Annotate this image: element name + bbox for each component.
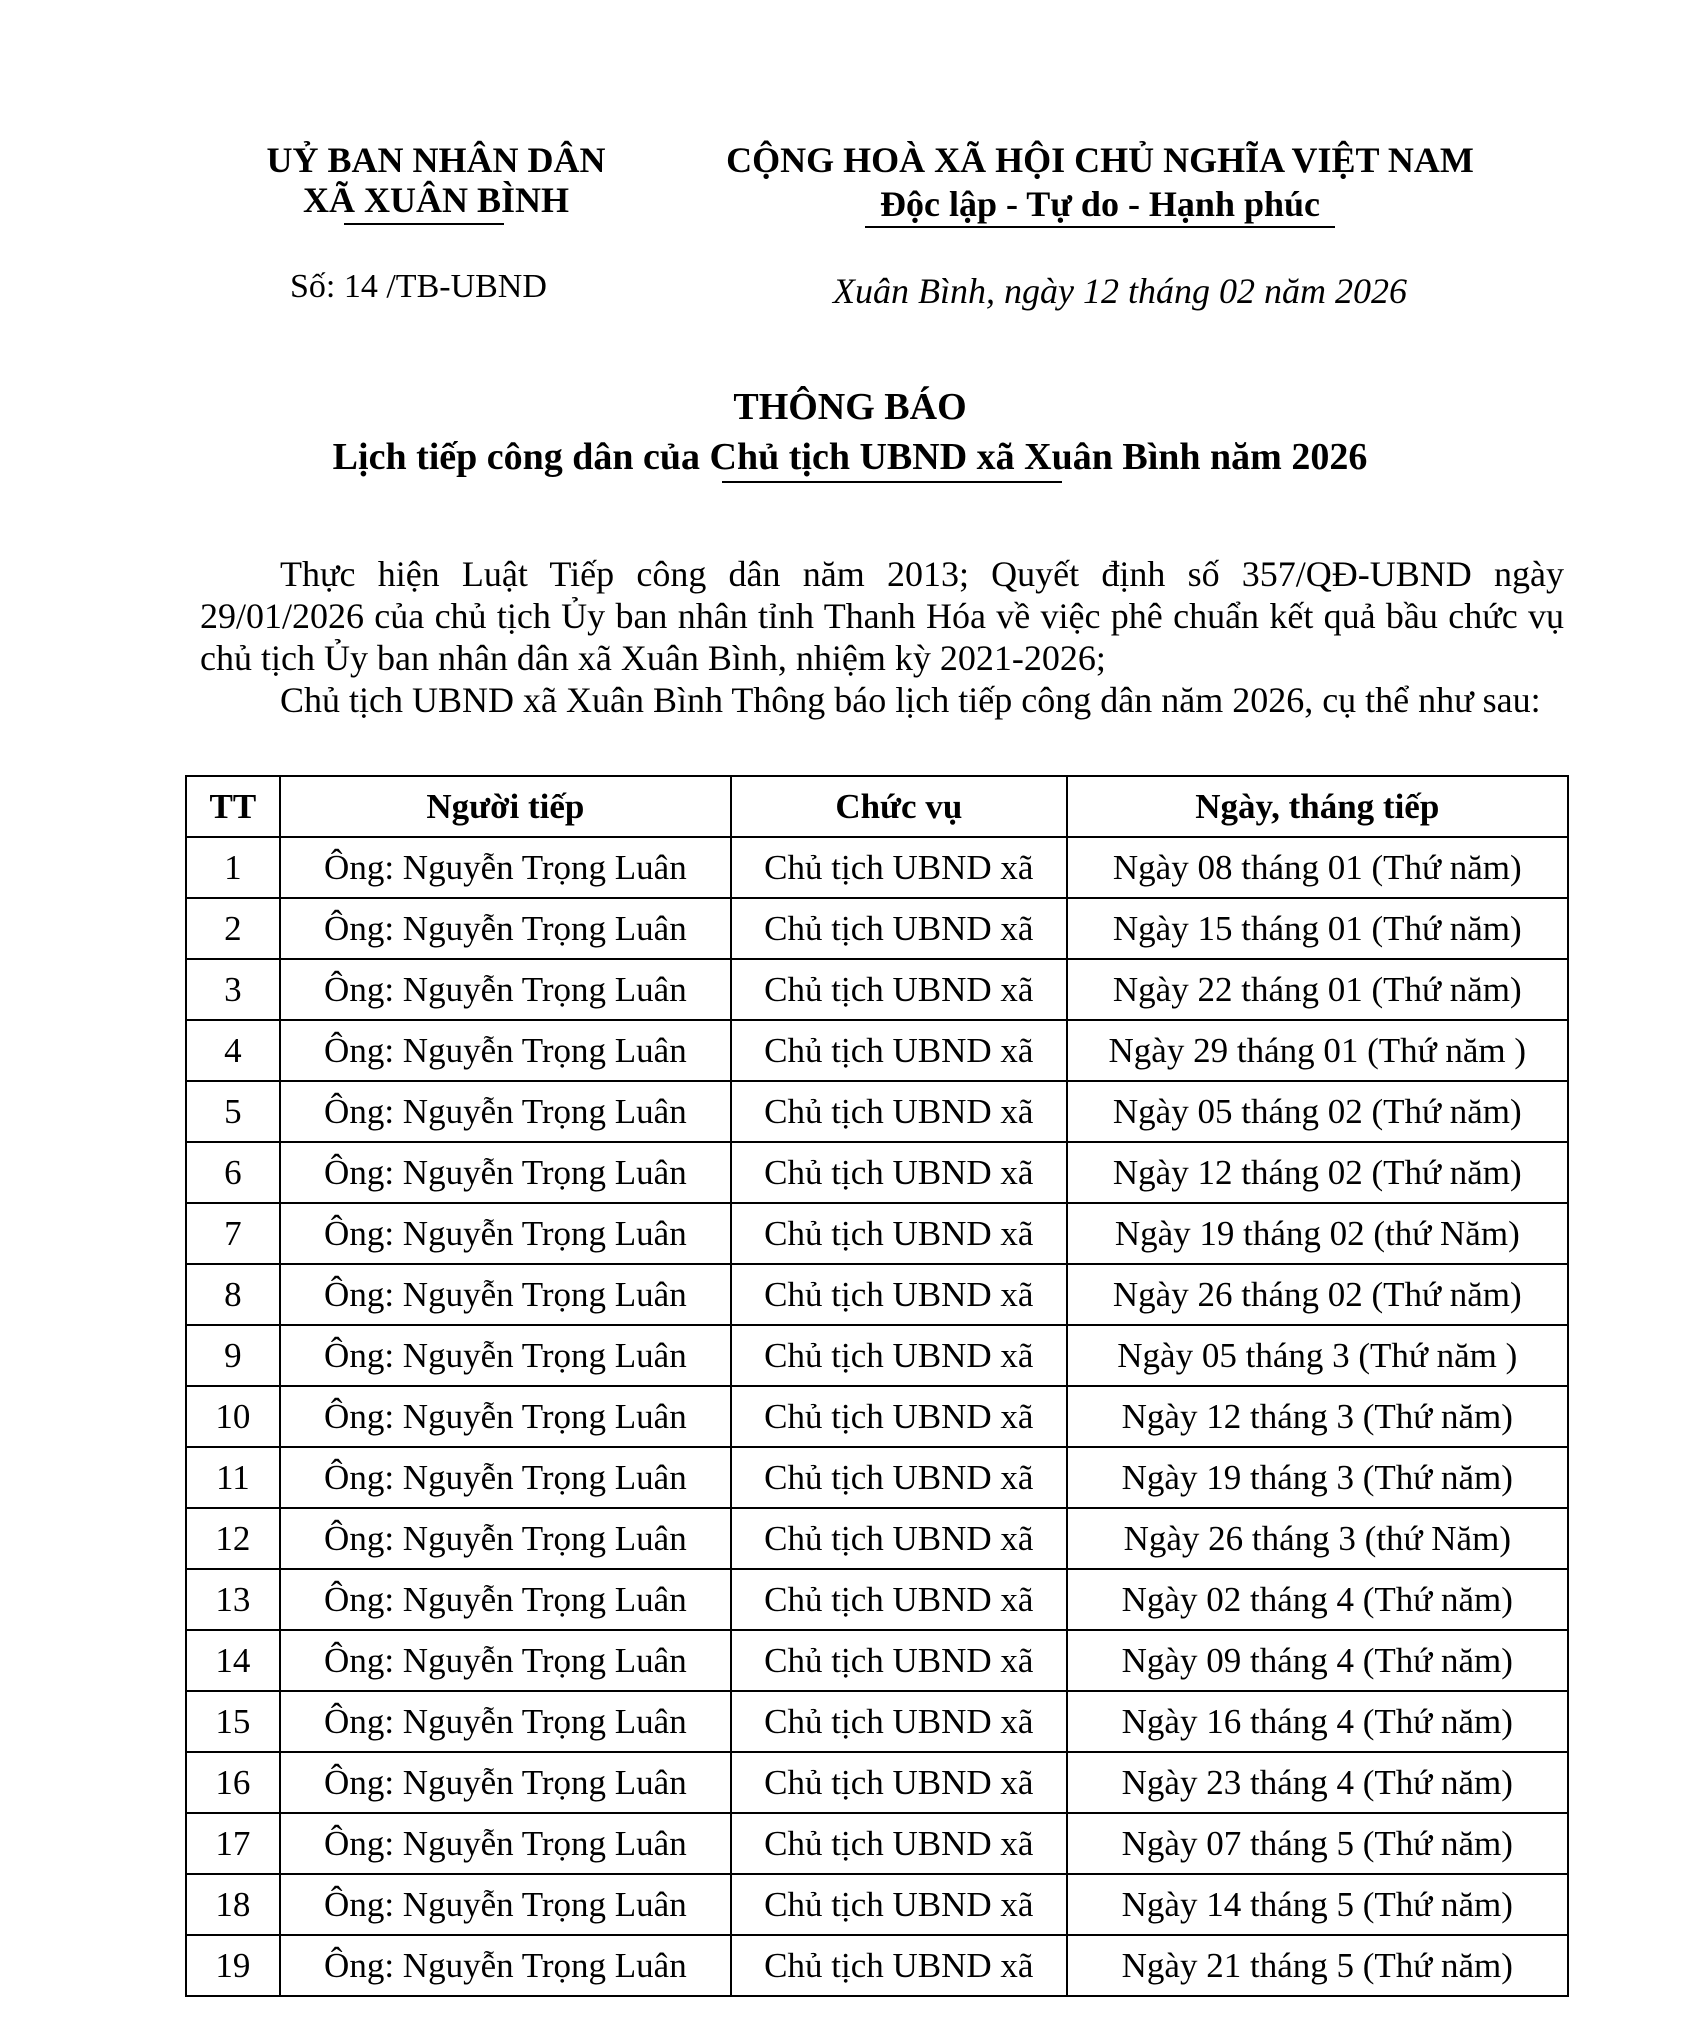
table-row	[186, 1508, 1568, 1569]
agency-name-line2: XÃ XUÂN BÌNH	[302, 180, 569, 220]
cell-date: Ngày 29 tháng 01 (Thứ năm )	[1067, 1020, 1568, 1081]
cell-tt: 5	[186, 1081, 280, 1142]
intro-paragraph: Thực hiện Luật Tiếp công dân năm 2013; Quyết định số 357/QĐ-UBND ngày 29/01/2026 của chủ tịch Ủy ban nhân tỉnh Thanh Hóa về việc phê chuẩn kết quả bầu chức vụ chủ tịch Ủy ban nhân dân xã Xuân Bình, nhiệm kỳ 2021-2026;	[200, 554, 1564, 678]
cell-date: Ngày 05 tháng 02 (Thứ năm)	[1067, 1081, 1568, 1142]
cell-date: Ngày 22 tháng 01 (Thứ năm)	[1067, 959, 1568, 1020]
cell-date: Ngày 12 tháng 02 (Thứ năm)	[1067, 1142, 1568, 1203]
cell-date: Ngày 14 tháng 5 (Thứ năm)	[1067, 1874, 1568, 1935]
cell-tt: 14	[186, 1630, 280, 1691]
cell-position: Chủ tịch UBND xã	[731, 1630, 1067, 1691]
table-row	[186, 1142, 1568, 1203]
cell-position: Chủ tịch UBND xã	[731, 1142, 1067, 1203]
cell-date: Ngày 08 tháng 01 (Thứ năm)	[1067, 837, 1568, 898]
table-row	[186, 1935, 1568, 1996]
table-row	[186, 1752, 1568, 1813]
table-row	[186, 1569, 1568, 1630]
cell-position: Chủ tịch UBND xã	[731, 1569, 1067, 1630]
table-row	[186, 1325, 1568, 1386]
cell-tt: 10	[186, 1386, 280, 1447]
cell-tt: 2	[186, 898, 280, 959]
cell-person: Ông: Nguyễn Trọng Luân	[280, 1874, 731, 1935]
header-position: Chức vụ	[731, 776, 1067, 837]
cell-date: Ngày 12 tháng 3 (Thứ năm)	[1067, 1386, 1568, 1447]
reception-schedule-table	[185, 775, 1569, 1997]
cell-position: Chủ tịch UBND xã	[731, 1691, 1067, 1752]
table-header-row	[186, 776, 1568, 837]
cell-person: Ông: Nguyễn Trọng Luân	[280, 1569, 731, 1630]
cell-tt: 19	[186, 1935, 280, 1996]
motto-underline	[865, 226, 1335, 228]
cell-position: Chủ tịch UBND xã	[731, 898, 1067, 959]
body-text	[200, 553, 1564, 721]
table-row	[186, 1081, 1568, 1142]
cell-position: Chủ tịch UBND xã	[731, 1752, 1067, 1813]
cell-person: Ông: Nguyễn Trọng Luân	[280, 1081, 731, 1142]
cell-tt: 3	[186, 959, 280, 1020]
cell-person: Ông: Nguyễn Trọng Luân	[280, 1203, 731, 1264]
cell-position: Chủ tịch UBND xã	[731, 1081, 1067, 1142]
cell-tt: 11	[186, 1447, 280, 1508]
table-row	[186, 1447, 1568, 1508]
cell-tt: 8	[186, 1264, 280, 1325]
document-number: Số: 14 /TB-UBND	[290, 268, 547, 305]
cell-tt: 15	[186, 1691, 280, 1752]
cell-position: Chủ tịch UBND xã	[731, 1203, 1067, 1264]
cell-position: Chủ tịch UBND xã	[731, 1813, 1067, 1874]
cell-position: Chủ tịch UBND xã	[731, 959, 1067, 1020]
cell-person: Ông: Nguyễn Trọng Luân	[280, 1325, 731, 1386]
cell-person: Ông: Nguyễn Trọng Luân	[280, 1630, 731, 1691]
cell-date: Ngày 21 tháng 5 (Thứ năm)	[1067, 1935, 1568, 1996]
cell-tt: 17	[186, 1813, 280, 1874]
country-name: CỘNG HOÀ XÃ HỘI CHỦ NGHĨA VIỆT NAM	[726, 140, 1474, 180]
cell-position: Chủ tịch UBND xã	[731, 1508, 1067, 1569]
cell-date: Ngày 09 tháng 4 (Thứ năm)	[1067, 1630, 1568, 1691]
cell-person: Ông: Nguyễn Trọng Luân	[280, 1691, 731, 1752]
cell-tt: 16	[186, 1752, 280, 1813]
cell-tt: 7	[186, 1203, 280, 1264]
cell-date: Ngày 26 tháng 02 (Thứ năm)	[1067, 1264, 1568, 1325]
cell-person: Ông: Nguyễn Trọng Luân	[280, 1752, 731, 1813]
cell-tt: 13	[186, 1569, 280, 1630]
cell-date: Ngày 19 tháng 3 (Thứ năm)	[1067, 1447, 1568, 1508]
cell-person: Ông: Nguyễn Trọng Luân	[280, 1508, 731, 1569]
cell-person: Ông: Nguyễn Trọng Luân	[280, 837, 731, 898]
cell-position: Chủ tịch UBND xã	[731, 1935, 1067, 1996]
cell-date: Ngày 16 tháng 4 (Thứ năm)	[1067, 1691, 1568, 1752]
cell-person: Ông: Nguyễn Trọng Luân	[280, 1386, 731, 1447]
table-row	[186, 1203, 1568, 1264]
cell-tt: 9	[186, 1325, 280, 1386]
table-row	[186, 837, 1568, 898]
table-row	[186, 1264, 1568, 1325]
cell-person: Ông: Nguyễn Trọng Luân	[280, 1813, 731, 1874]
cell-date: Ngày 19 tháng 02 (thứ Năm)	[1067, 1203, 1568, 1264]
agency-name-line1: UỶ BAN NHÂN DÂN	[266, 140, 606, 180]
cell-position: Chủ tịch UBND xã	[731, 1264, 1067, 1325]
cell-position: Chủ tịch UBND xã	[731, 1874, 1067, 1935]
cell-tt: 12	[186, 1508, 280, 1569]
cell-date: Ngày 26 tháng 3 (thứ Năm)	[1067, 1508, 1568, 1569]
cell-person: Ông: Nguyễn Trọng Luân	[280, 1447, 731, 1508]
cell-tt: 4	[186, 1020, 280, 1081]
cell-date: Ngày 15 tháng 01 (Thứ năm)	[1067, 898, 1568, 959]
cell-person: Ông: Nguyễn Trọng Luân	[280, 898, 731, 959]
cell-date: Ngày 05 tháng 3 (Thứ năm )	[1067, 1325, 1568, 1386]
cell-person: Ông: Nguyễn Trọng Luân	[280, 1935, 731, 1996]
country-motto: Độc lập - Tự do - Hạnh phúc	[879, 184, 1321, 224]
agency-underline	[344, 223, 504, 225]
cell-tt: 6	[186, 1142, 280, 1203]
table-row	[186, 1386, 1568, 1447]
cell-tt: 18	[186, 1874, 280, 1935]
cell-date: Ngày 02 tháng 4 (Thứ năm)	[1067, 1569, 1568, 1630]
header-date: Ngày, tháng tiếp	[1067, 776, 1568, 837]
announcement-paragraph: Chủ tịch UBND xã Xuân Bình Thông báo lịch tiếp công dân năm 2026, cụ thể như sau:	[280, 680, 1541, 720]
cell-person: Ông: Nguyễn Trọng Luân	[280, 959, 731, 1020]
cell-position: Chủ tịch UBND xã	[731, 1325, 1067, 1386]
table-row	[186, 1874, 1568, 1935]
cell-position: Chủ tịch UBND xã	[731, 1386, 1067, 1447]
header-person: Người tiếp	[280, 776, 731, 837]
cell-position: Chủ tịch UBND xã	[731, 837, 1067, 898]
table-row	[186, 1020, 1568, 1081]
table-row	[186, 959, 1568, 1020]
place-and-date: Xuân Bình, ngày 12 tháng 02 năm 2026	[833, 271, 1407, 311]
cell-position: Chủ tịch UBND xã	[731, 1020, 1067, 1081]
document-subtitle: Lịch tiếp công dân của Chủ tịch UBND xã Xuân Bình năm 2026	[332, 436, 1368, 478]
cell-date: Ngày 07 tháng 5 (Thứ năm)	[1067, 1813, 1568, 1874]
cell-person: Ông: Nguyễn Trọng Luân	[280, 1020, 731, 1081]
cell-position: Chủ tịch UBND xã	[731, 1447, 1067, 1508]
table-row	[186, 1691, 1568, 1752]
cell-tt: 1	[186, 837, 280, 898]
table-row	[186, 1630, 1568, 1691]
document-title: THÔNG BÁO	[733, 386, 967, 428]
table-row	[186, 1813, 1568, 1874]
subtitle-underline	[722, 481, 1062, 483]
cell-date: Ngày 23 tháng 4 (Thứ năm)	[1067, 1752, 1568, 1813]
table-row	[186, 898, 1568, 959]
header-tt: TT	[186, 776, 280, 837]
cell-person: Ông: Nguyễn Trọng Luân	[280, 1142, 731, 1203]
cell-person: Ông: Nguyễn Trọng Luân	[280, 1264, 731, 1325]
